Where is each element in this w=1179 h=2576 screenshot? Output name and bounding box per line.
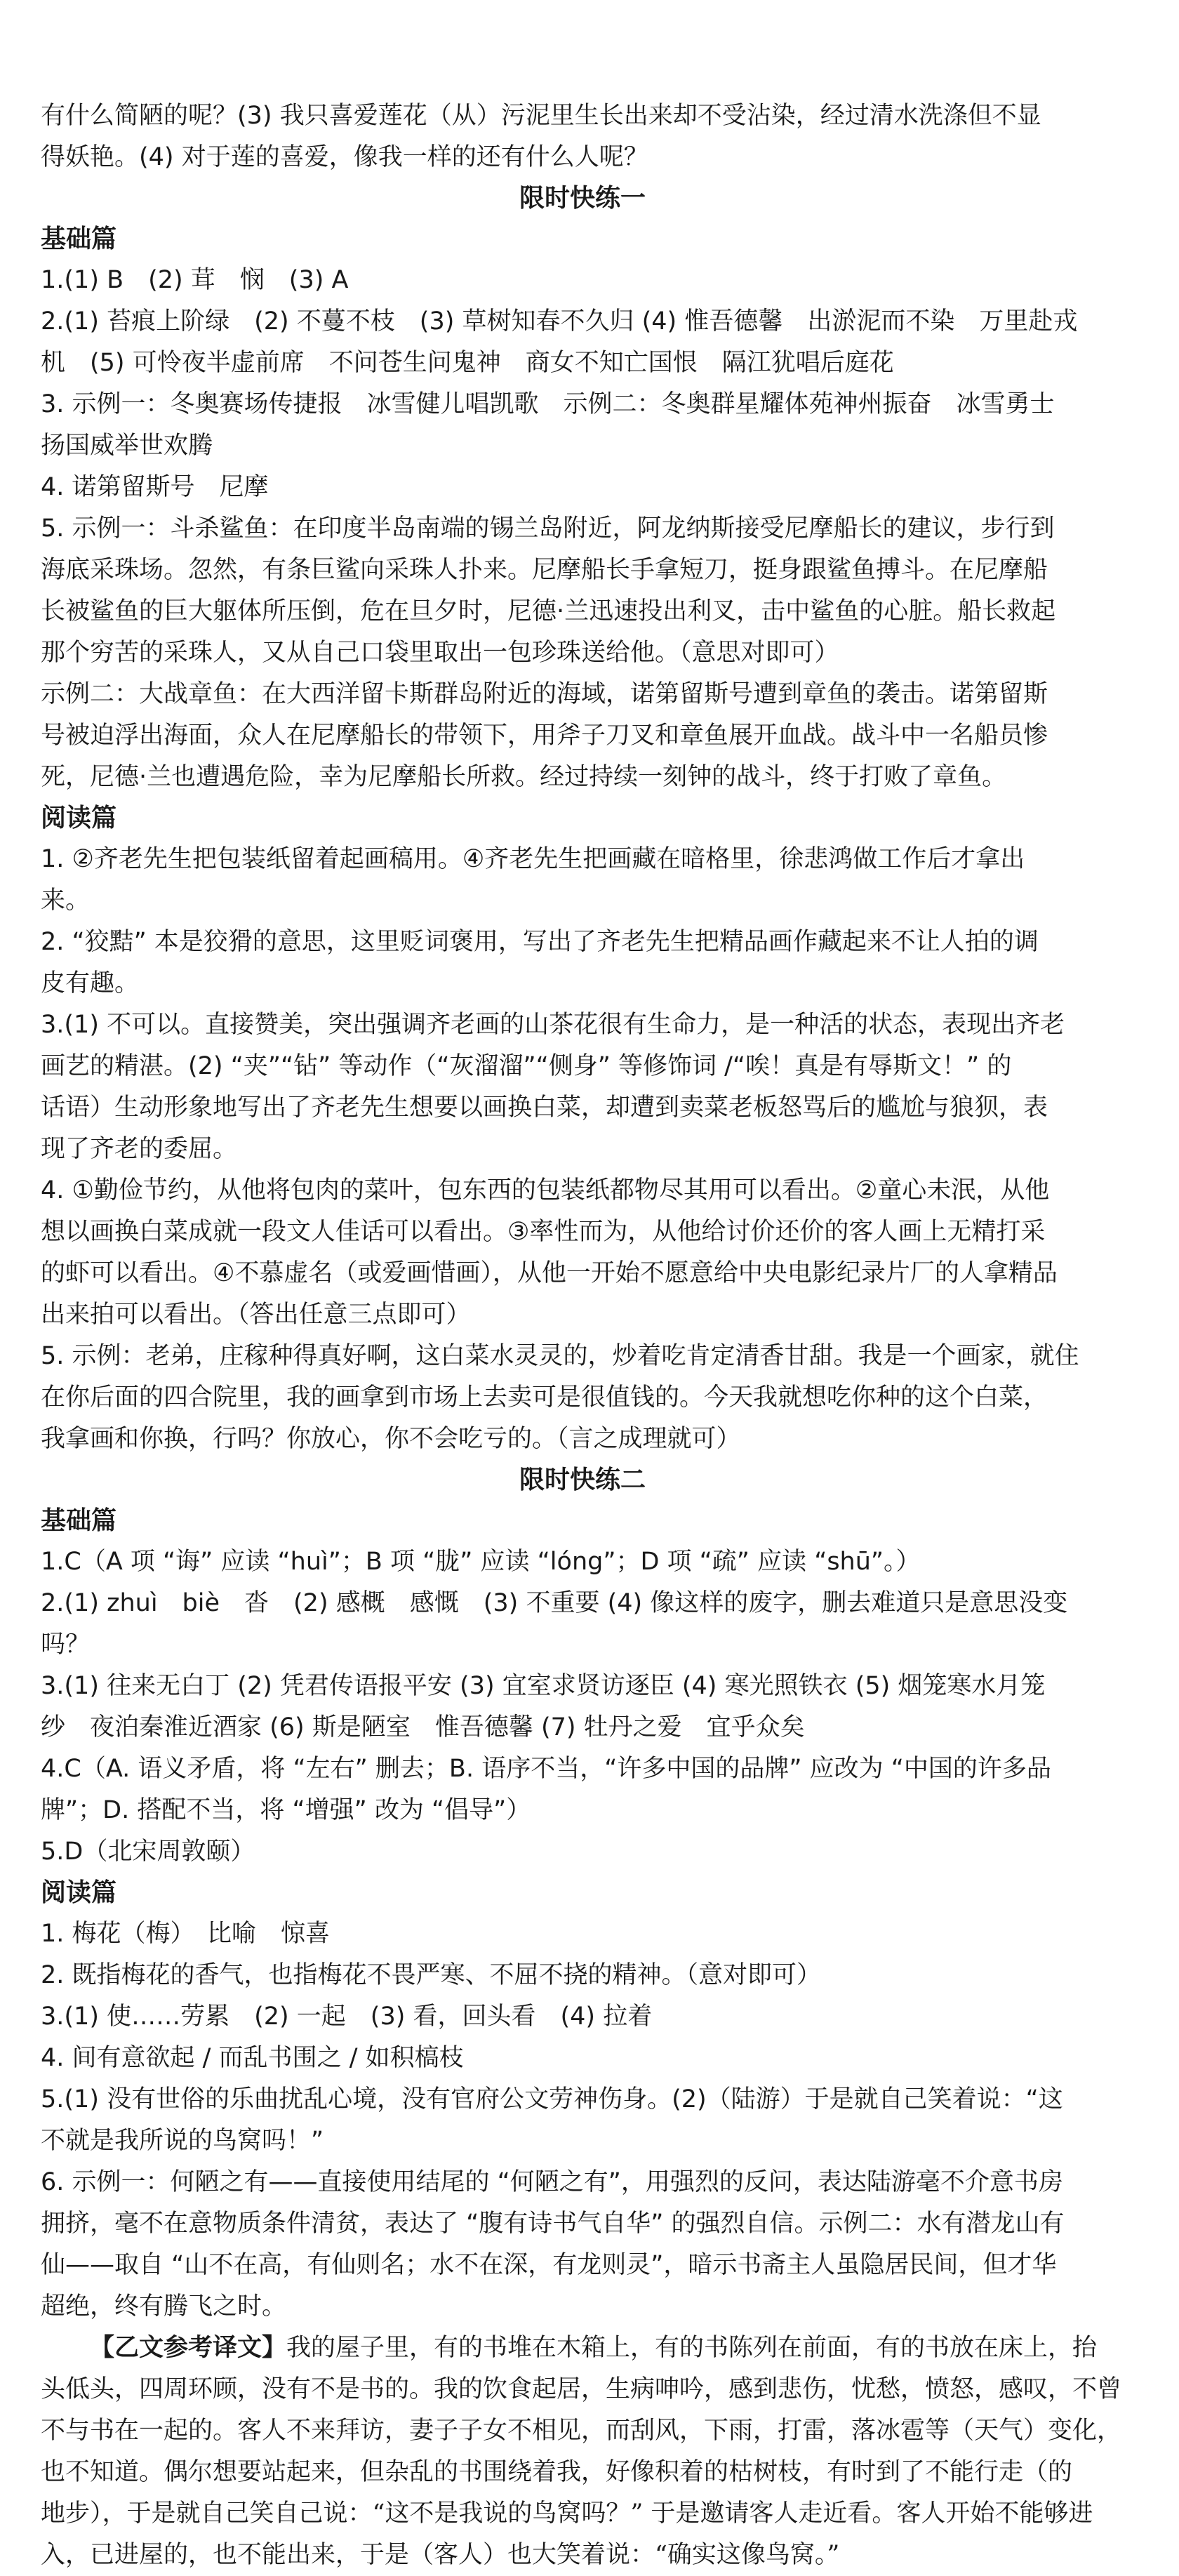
text-line: 纱 夜泊秦淮近酒家 (6) 斯是陋室 惟吾德馨 (7) 牡丹之爱 宜乎众矣: [41, 1713, 805, 1741]
basic-answers-1: [41, 260, 1124, 798]
text-line: 仙——取自 “山不在高，有仙则名；水不在深，有龙则灵”，暗示书斋主人虽隐居民间，但才华: [41, 2251, 1057, 2279]
text-line: 皮有趣。: [41, 969, 140, 997]
reference-translation: [41, 2328, 1124, 2576]
text-line: 扬国威举世欢腾: [41, 432, 213, 460]
reading-answers-1: [41, 839, 1124, 1460]
text-line: 1. 梅花（梅） 比喻 惊喜: [41, 1920, 331, 1948]
text-line: 想以画换白菜成就一段文人佳话可以看出。③率性而为，从他给讨价还价的客人画上无精打采: [41, 1218, 1046, 1246]
section-title-1: 限时快练一: [519, 184, 646, 213]
text-line: 得妖艳。(4) 对于莲的喜爱，像我一样的还有什么人呢？: [41, 143, 648, 171]
text-line: 4.C（A. 语义矛盾，将 “左右” 删去；B. 语序不当，“许多中国的品牌” 应改为 “中国的许多品: [41, 1755, 1051, 1783]
text-line: 在你后面的四合院里，我的画拿到市场上去卖可是很值钱的。今天我就想吃你种的这个白菜，: [41, 1383, 1048, 1412]
text-line: 5. 示例一：斗杀鲨鱼：在印度半岛南端的锡兰岛附近，阿龙纳斯接受尼摩船长的建议，步行到: [41, 514, 1055, 543]
text-line: 机 (5) 可怜夜半虚前席 不问苍生问鬼神 商女不知亡国恨 隔江犹唱后庭花: [41, 349, 894, 377]
reading-answers-2: [41, 1913, 1124, 2328]
translation-label: 【乙文参考译文】: [90, 2334, 287, 2362]
text-line: 也不知道。偶尔想要站起来，但杂乱的书围绕着我，好像积着的枯树枝，有时到了不能行走（的: [41, 2458, 1073, 2486]
text-line: 4. 诺第留斯号 尼摩: [41, 473, 269, 501]
text-line: 不就是我所说的鸟窝吗！”: [41, 2127, 324, 2155]
text-line: 超绝，终有腾飞之时。: [41, 2292, 287, 2321]
subsection-reading: 阅读篇: [41, 1878, 117, 1907]
text-line: 吗？: [41, 1631, 91, 1659]
text-line: 4. ①勤俭节约，从他将包肉的菜叶，包东西的包装纸都物尽其用可以看出。②童心未泯，从他: [41, 1176, 1050, 1204]
text-line: 话语）生动形象地写出了齐老先生想要以画换白菜，却遭到卖菜老板怒骂后的尴尬与狼狈，表: [41, 1094, 1048, 1122]
text-line: 不与书在一起的。客人不来拜访，妻子子女不相见，而刮风，下雨，打雷，落冰雹等（天气）变化，: [41, 2417, 1122, 2445]
text-line: 地步），于是就自己笑自己说：“这不是我说的鸟窝吗？” 于是邀请客人走近看。客人开始不能够进: [41, 2499, 1093, 2528]
translation-first-line: [41, 2328, 1124, 2369]
text-line: 4. 间有意欲起 / 而乱书围之 / 如积槁枝: [41, 2044, 464, 2072]
text-line: 3.(1) 不可以。直接赞美，突出强调齐老画的山茶花很有生命力，是一种活的状态，表现出齐老: [41, 1011, 1065, 1039]
text-line: 2.(1) 苔痕上阶绿 (2) 不蔓不枝 (3) 草树知春不久归 (4) 惟吾德馨 出淤泥而不染 万里赴戎: [41, 307, 1078, 336]
text-line: 现了齐老的委屈。: [41, 1135, 238, 1163]
subsection-reading: 阅读篇: [41, 804, 117, 832]
text-line: 我拿画和你换，行吗？你放心，你不会吃亏的。（言之成理就可）: [41, 1425, 741, 1453]
text-line: 1.C（A 项 “诲” 应读 “huì”；B 项 “胧” 应读 “lóng”；D 项 “疏” 应读 “shū”。）: [41, 1548, 921, 1576]
text-line: 2. 既指梅花的香气，也指梅花不畏严寒、不屈不挠的精神。（意对即可）: [41, 1961, 822, 1989]
text-line: 2. “狡黠” 本是狡猾的意思，这里贬词褒用，写出了齐老先生把精品画作藏起来不让人拍的调: [41, 928, 1039, 956]
subsection-basic: 基础篇: [41, 1506, 117, 1535]
text-line: 6. 示例一：何陋之有——直接使用结尾的 “何陋之有”，用强烈的反问，表达陆游毫不介意书房: [41, 2168, 1063, 2196]
text-line: 海底采珠场。忽然，有条巨鲨向采珠人扑来。尼摩船长手拿短刀，挺身跟鲨鱼搏斗。在尼摩船: [41, 556, 1048, 584]
text-line: 来。: [41, 887, 91, 915]
text-line: 号被迫浮出海面，众人在尼摩船长的带领下，用斧子刀叉和章鱼展开血战。战斗中一名船员惨: [41, 722, 1048, 750]
text-line: 牌”；D. 搭配不当，将 “增强” 改为 “倡导”）: [41, 1796, 531, 1824]
text-line: 头低头，四周环顾，没有不是书的。我的饮食起居，生病呻吟，感到悲伤，忧愁，愤怒，感叹，不曾: [41, 2375, 1122, 2403]
text-line: 的虾可以看出。④不慕虚名（或爱画惜画），从他一开始不愿意给中央电影纪录片厂的人拿精品: [41, 1259, 1058, 1287]
text-line: 1.(1) B (2) 茸 悯 (3) A: [41, 266, 349, 294]
text-line: 拥挤，毫不在意物质条件清贫，表达了 “腹有诗书气自华” 的强烈自信。示例二：水有潜龙山有: [41, 2210, 1065, 2238]
translation-text: 我的屋子里，有的书堆在木箱上，有的书陈列在前面，有的书放在床上，抬: [286, 2334, 1098, 2362]
text-line: 死，尼德·兰也遭遇危险，幸为尼摩船长所救。经过持续一刻钟的战斗，终于打败了章鱼。: [41, 763, 1007, 791]
text-line: 示例二：大战章鱼：在大西洋留卡斯群岛附近的海域，诺第留斯号遭到章鱼的袭击。诺第留斯: [41, 680, 1048, 708]
text-line: 5.D（北宋周敦颐）: [41, 1838, 255, 1866]
text-line: 1. ②齐老先生把包装纸留着起画稿用。④齐老先生把画藏在暗格里，徐悲鸿做工作后才拿出: [41, 845, 1025, 873]
text-line: 5.(1) 没有世俗的乐曲扰乱心境，没有官府公文劳神伤身。(2)（陆游）于是就自己笑着说：“这: [41, 2085, 1063, 2113]
intro-block: [41, 95, 1124, 178]
text-line: 出来拍可以看出。（答出任意三点即可）: [41, 1301, 471, 1329]
text-line: 3.(1) 往来无白丁 (2) 凭君传语报平安 (3) 宜室求贤访逐臣 (4) 寒光照铁衣 (5) 烟笼寒水月笼: [41, 1672, 1046, 1700]
text-line: 3. 示例一：冬奥赛场传捷报 冰雪健儿唱凯歌 示例二：冬奥群星耀体苑神州振奋 冰雪勇士: [41, 390, 1055, 418]
text-line: 3.(1) 使……劳累 (2) 一起 (3) 看，回头看 (4) 拉着: [41, 2003, 653, 2031]
text-line: 有什么简陋的呢？(3) 我只喜爱莲花（从）污泥里生长出来却不受沾染，经过清水洗涤但不显: [41, 102, 1041, 130]
text-line: 长被鲨鱼的巨大躯体所压倒，危在旦夕时，尼德·兰迅速投出利叉，击中鲨鱼的心脏。船长救起: [41, 597, 1056, 625]
text-line: 2.(1) zhuì biè 沓 (2) 感概 感慨 (3) 不重要 (4) 像这样的废字，删去难道只是意思没变: [41, 1589, 1068, 1617]
text-line: 5. 示例：老弟，庄稼种得真好啊，这白菜水灵灵的，炒着吃肯定清香甘甜。我是一个画家，就住: [41, 1342, 1079, 1370]
section-title-2: 限时快练二: [519, 1466, 646, 1494]
basic-answers-2: [41, 1541, 1124, 1873]
text-line: 画艺的精湛。(2) “夹”“钻” 等动作（“灰溜溜”“侧身” 等修饰词 /“唉！真是有辱斯文！” 的: [41, 1052, 1012, 1080]
text-line: 那个穷苦的采珠人，又从自己口袋里取出一包珍珠送给他。（意思对即可）: [41, 639, 839, 667]
subsection-basic: 基础篇: [41, 225, 117, 253]
text-line: 入，已进屋的，也不能出来，于是（客人）也大笑着说：“确实这像鸟窝。”: [41, 2541, 840, 2569]
